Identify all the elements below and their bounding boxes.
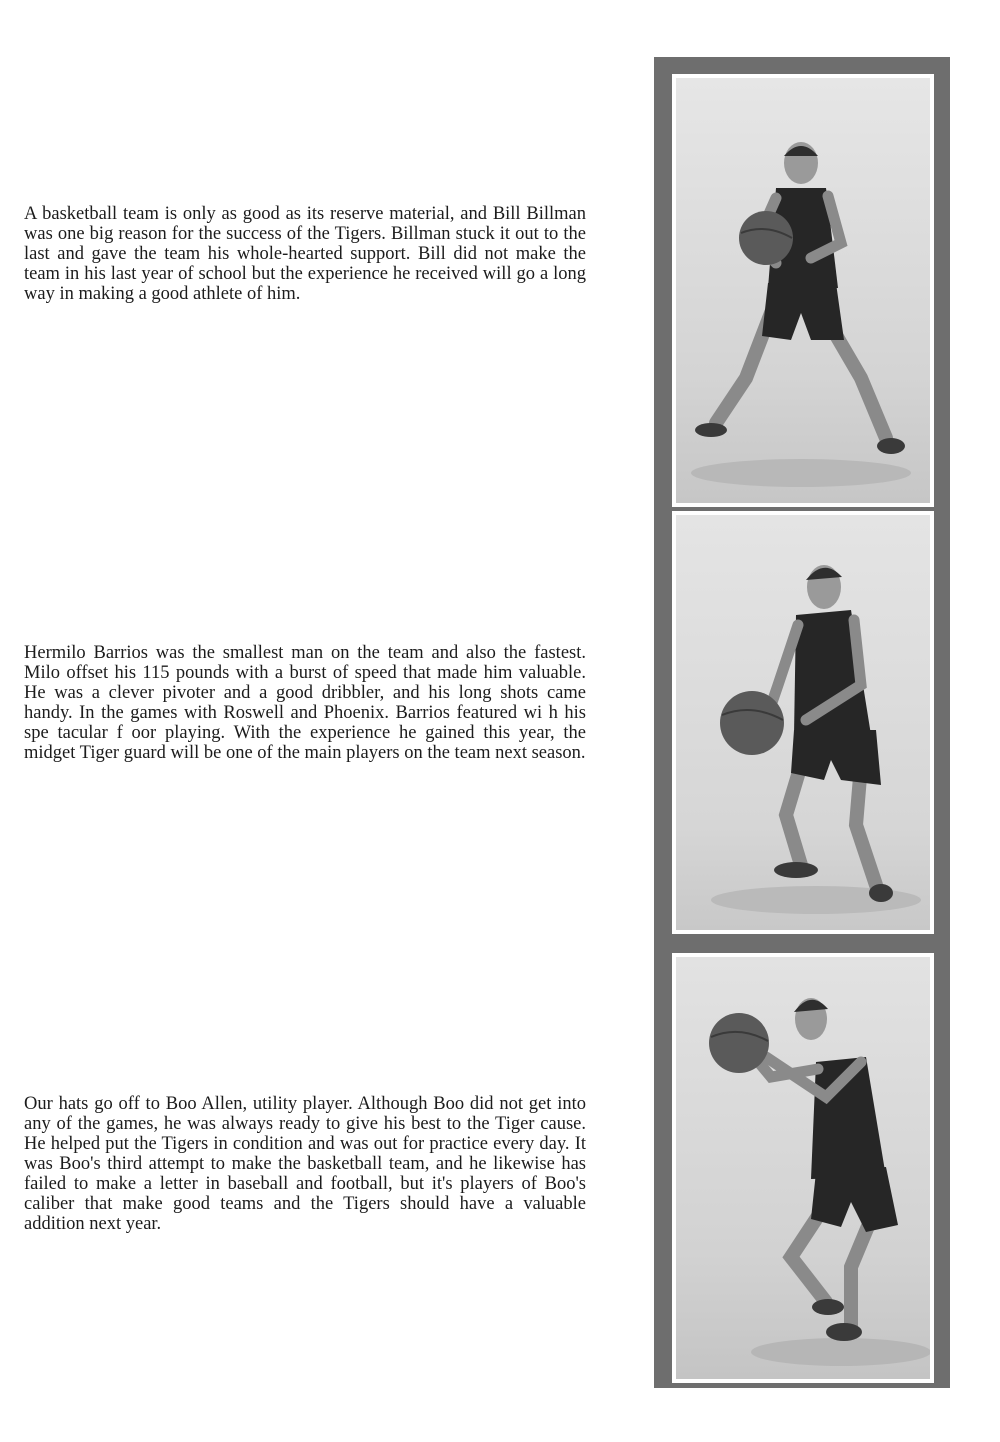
player-photo-1-image bbox=[676, 78, 930, 503]
player-photo-1 bbox=[672, 74, 934, 507]
player-photo-3 bbox=[672, 953, 934, 1383]
player-text-1: A basketball team is only as good as its reserve material, and Bill Billman was one big reason for the success of the Tigers. Billman stuck it out to the last and gave the team his whole-hearted support. Bill did not make the team in his last year of school but the experience he received will go a long way in making a good athlete of him. bbox=[24, 204, 586, 304]
player-photo-2-image bbox=[676, 515, 930, 930]
photo-strip bbox=[654, 57, 950, 1388]
player-photo-3-image bbox=[676, 957, 930, 1379]
player-photo-2 bbox=[672, 511, 934, 934]
player-text-3: Our hats go off to Boo Allen, utility player. Although Boo did not get into any of the games, he was always ready to give his best to the Tiger cause. He helped put the Tigers in condition and was out for practice every day. It was Boo's third attempt to make the basketball team, and he likewise has failed to make a letter in baseball and football, but it's players of Boo's caliber that make good teams and the Tigers should have a valuable addition next year. bbox=[24, 1094, 586, 1234]
player-text-2: Hermilo Barrios was the smallest man on the team and also the fastest. Milo offset his 115 pounds with a burst of speed that made him valuable. He was a clever pivoter and a good dribbler, and his long shots came handy. In the games with Roswell and Phoenix. Barrios featured wi h his spe tacular f oor playing. With the experience he gained this year, the midget Tiger guard will be one of the main players on the team next season. bbox=[24, 643, 586, 763]
